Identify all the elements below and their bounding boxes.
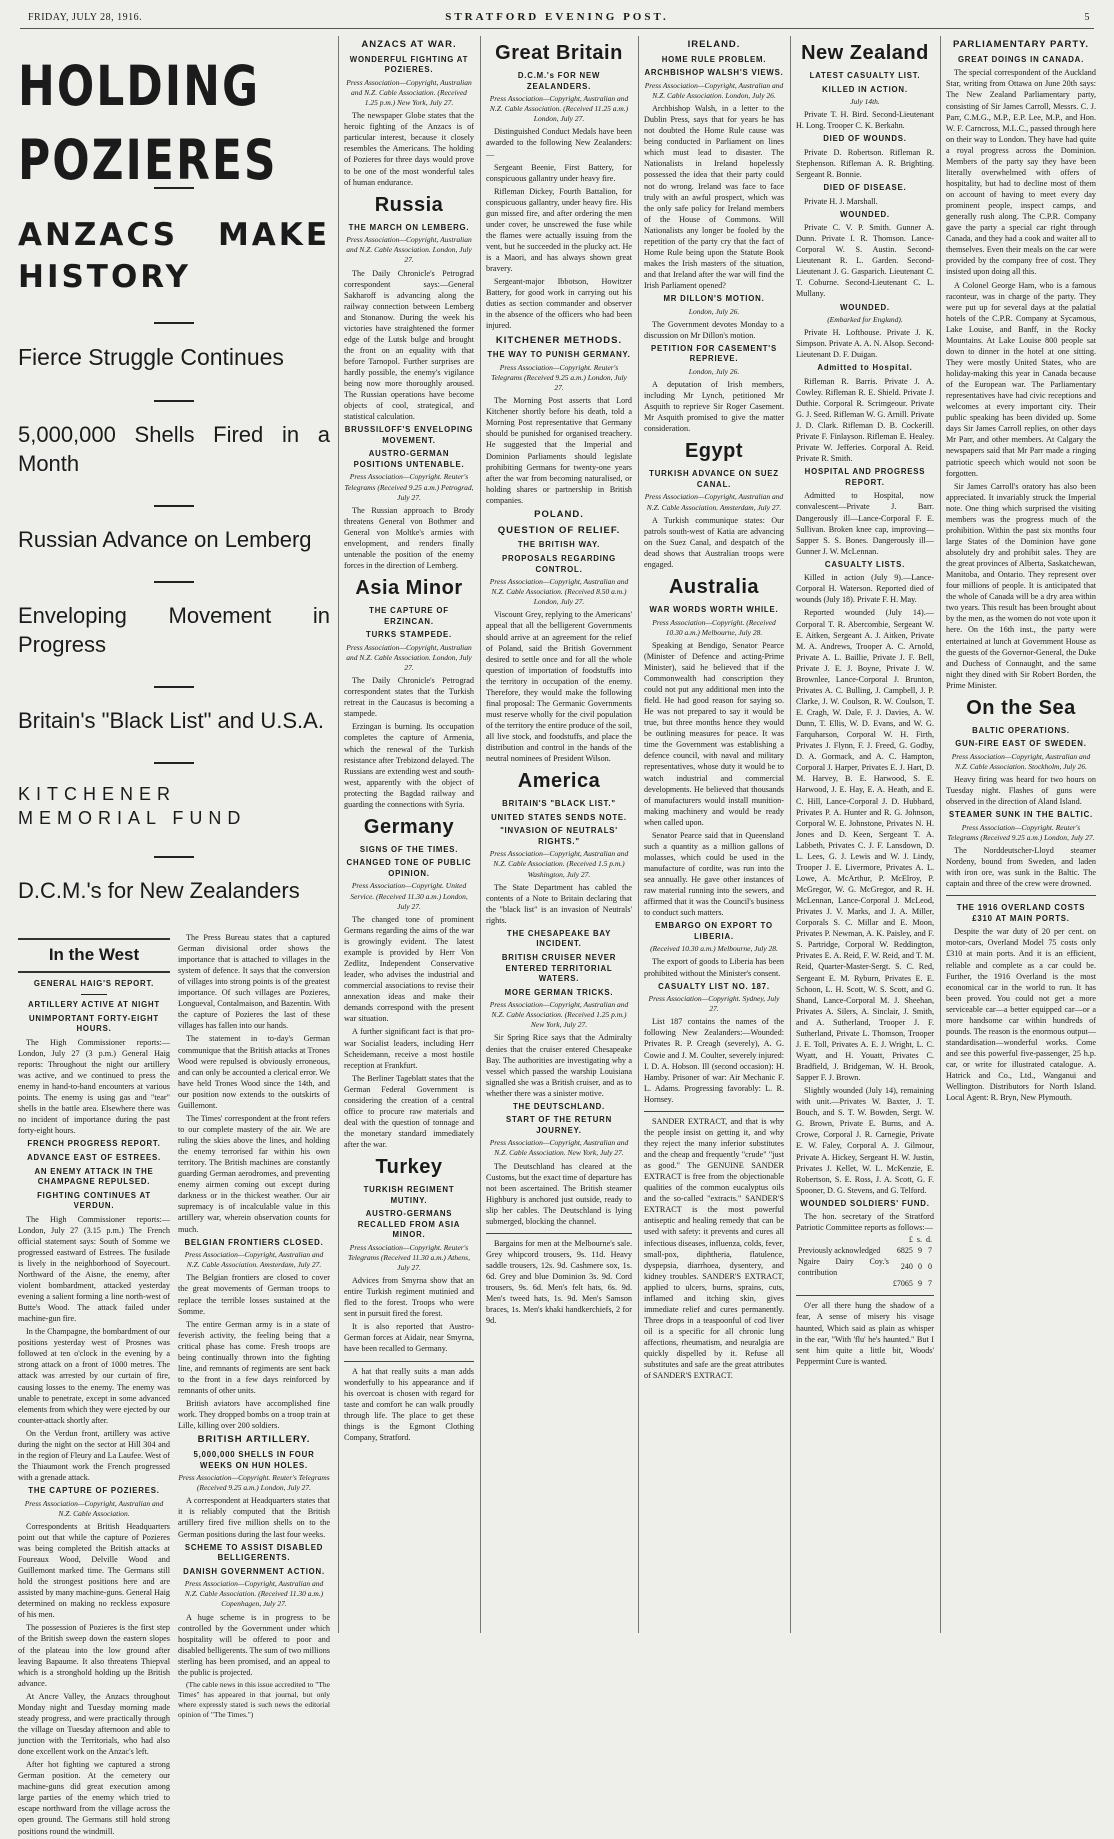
poland-lead: Press Association—Copyright, Australian and N.Z. Cable Association. (Received 8.50 a.m.) London, July 27. <box>489 577 629 607</box>
relief-sub: QUESTION OF RELIEF. <box>497 524 621 536</box>
west-p5: Correspondents at British Headquarters point out that while the capture of Pozieres was being completed the British attacks at Foureaux Wood, Delville Wood and Guillemont marked time. The Germans still hold the strongest positions here and are assisted by many machine-guns. General Haig determined on making no reckless exposure of his men. <box>18 1521 170 1620</box>
west2-p1: The Press Bureau states that a captured German divisional order shows the importance that is attached to villages in the system of defence. It says that the conversion of villages into strong points is of the greatest importance. Of such villages are Pozieres, Longueval, Contalmaison, and Bazentin. With the capture of Pozieres the last of these villages has fallen into our hands. <box>178 932 330 1031</box>
ireland-lead: Press Association—Copyright, Australian and N.Z. Cable Association. London, July 26. <box>644 80 784 100</box>
america-heading: America <box>517 770 601 793</box>
admitted-list: Rifleman R. Barris. Private J. A. Cowley. Rifleman R. E. Shield. Private J. Duthie. Corporal R. Scrimgeour. Private G. J. Seed. Rifleman W. G. Arnill. Private J. D. Clark. Rifleman D. B. Cockerill. Private F. Finlayson. Rifleman E. Healey. Private W. Jefferies. Corporal A. Reid. Private R. Smith. <box>796 376 934 464</box>
austro-german-lead: Press Association—Copyright. Reuter's Telegrams (Received 9.25 a.m.) Petrograd, July 27. <box>344 472 474 502</box>
turkey-heading: Turkey <box>375 1156 443 1179</box>
russia-lead: Press Association—Copyright, Australian and N.Z. Cable Association. London, July 27. <box>346 235 472 265</box>
casualty-p10: Slightly wounded (July 14), remaining with unit.—Privates W. Baxter, J. T. Bouch, and S. T. W. Bowden, Sergt. W. G. Brown, Private E. Burns, and A. Crowe, Corporal J. R. Carnegie, Private E. W. Faley, Corporal A. J. Gilmour, Private A. Hickey, Sergeant H. W. Justin, Privates J. Kellet, W. L. McKenzie, E. Robertson, S. E. Ross, J. A. Scott, G. F. Spooner, D. G. Stevens, and G. Telford. <box>796 1086 934 1195</box>
wounded-list: Private C. V. P. Smith. Gunner A. Dunn. Private I. R. Thomson. Lance-Corporal W. S. Austin. Second-Lieutenant R. L. Garden. Second-Lieutenant J. G. Gasparich. Lieutenant C. T. Coburne. Second-Lieutenant C. L. Mullany. <box>796 223 934 299</box>
casualty-187-lead: Press Association—Copyright. Sydney, July 27. <box>648 994 780 1014</box>
front-column <box>18 36 330 1836</box>
turkey-p11: It is also reported that Austro-German forces at Aidair, near Smyrna, have been recalled to Germany. <box>344 1322 474 1354</box>
casualty-p8: Killed in action (July 9).—Lance-Corporal H. Waterson. Reported died of wounds (July 18). Private F. H. May. <box>796 573 934 605</box>
danish-heading: SCHEME TO ASSIST DISABLED BELLIGERENTS. <box>184 1542 324 1563</box>
killed-lead: July 14th. <box>850 97 880 107</box>
mutiny-sub: TURKISH REGIMENT MUTINY. <box>363 1185 455 1205</box>
signs-sub: SIGNS OF THE TIMES. <box>359 844 459 854</box>
melbourne-ad-text: Bargains for men at the Melbourne's sale. Grey whipcord trousers, 9s. 11d. Heavy saddle trousers, 12s. 9d. Cashmere sox, 1s. 6d. Grey and blue Dominion 3s. 9d. Cord trousers, 9s. 6d. Men's felt hats, 6s. 9d. Men's tweed hats, 1s. 9d. Men's Samson braces, 1s. Men's khaki handkerchiefs, 2 for 9d. <box>486 1238 632 1326</box>
column-new-zealand <box>796 36 934 1635</box>
overland-heading: THE 1916 OVERLAND COSTS £310 AT MAIN PORTS. <box>956 903 1086 923</box>
dillon-lead: London, July 26. <box>688 306 740 316</box>
table-row <box>796 1279 934 1290</box>
war-words-sub: WAR WORDS WORTH WHILE. <box>649 604 779 614</box>
ireland-p1: Archbishop Walsh, in a letter to the Dublin Press, says that for years he has not doubted the Home Rule cause was being conducted in Parliament on lines which must lead to disaster. The Nationalists in Ireland hopelessly possessed the idea that their party could not do wrong. Ireland was face to face truly with an awful prospect, which was the only safe policy for Ireland members of the House of Commons. Will Nationalists any longer be fooled by the repetition of the party cry that the fact of Home Rule being upon the Statute Book makes the Irish masters of the situation, and that Ireland after the war will find the Irish Parliament opened? <box>644 104 784 291</box>
west-sub1: GENERAL HAIG'S REPORT. <box>33 978 155 988</box>
overland-advert <box>946 895 1096 1103</box>
neutrals-sub: "INVASION OF NEUTRALS' RIGHTS." <box>500 826 618 846</box>
egypt-lead: Press Association—Copyright, Australian and N.Z. Cable Association. Amsterdam, July 27. <box>644 492 784 512</box>
turkey-lead: Press Association—Copyright. Reuter's Telegrams (Received 11.30 a.m.) Athens, July 27. <box>348 1242 470 1272</box>
opinion-sub: CHANGED TONE OF PUBLIC OPINION. <box>346 858 472 878</box>
on-the-sea-heading: On the Sea <box>966 696 1076 719</box>
died-wounds-sub: DIED OF WOUNDS. <box>823 134 907 144</box>
cruiser-sub: BRITISH CRUISER NEVER ENTERED TERRITORIAL WATERS. <box>501 953 617 984</box>
deutschland-lead: Press Association—Copyright, Australian and N.Z. Cable Association. New York, July 27. <box>489 1138 629 1158</box>
wounded2-lead: (Embarked for England). <box>827 315 903 325</box>
headline-3: Russian Advance on Lemberg <box>18 526 312 552</box>
danish-sub: DANISH GOVERNMENT ACTION. <box>183 1566 325 1576</box>
gb-p3: Rifleman Dickey, Fourth Battalion, for conspicuous gallantry, under heavy fire. His gun missed fire, and after ordering the men under cover, he unscrewed the fuse while the flames were actually issuing from the vent, but he succeeded in the plucky act. He is a Maori, and has always shown great bravery. <box>486 186 632 274</box>
germany-lead: Press Association—Copyright. United Service. (Received 11.30 a.m.) London, July 27. <box>350 881 468 911</box>
australia-p6: Senator Pearce said that in Queensland such a quantity as a million gallons of molasses, which could be used in the manufacture of cordite, was run into the sea annually. He gave other instances of raw material running into the sewers, and affirmed that it was the Council's business to conduct such matters. <box>644 830 784 918</box>
asia-minor-lead: Press Association—Copyright, Australian and N.Z. Cable Association. London, July 27. <box>346 642 472 673</box>
chesapeake-lead: Press Association—Copyright, Australian and N.Z. Cable Association. (Received 1.25 p.m.) New York, July 27. <box>489 1000 629 1030</box>
paper-title: STRATFORD EVENING POST. <box>445 11 669 23</box>
egmont-advert <box>344 1361 474 1443</box>
russia-p2: The Daily Chronicle's Petrograd correspondent says:—General Sakharoff is advancing along the railway connection between Lemberg and Stonanow. During the week his victories have straightened the former edge of the Lutsk bulge and brought the front on an equality with that before Tarnopol. Further surprises are hardly possible, the enemy's vigilance being now more thoroughly aroused. The Russian operations have become objects of cool, strategical, and statistical calculation. <box>344 268 474 422</box>
dillon-sub: MR DILLON'S MOTION. <box>663 294 765 304</box>
gb-p5: The Morning Post asserts that Lord Kitchener shortly before his death, told a Morning Post representative that Germany should be punished for organised treachery. He suggested that the Imperial and Dominion Parliaments should legislate prohibiting Germans for twenty-one years after the war from becoming naturalised, or holding shares or partnership in British companies. <box>486 396 632 505</box>
tricks-sub: MORE GERMAN TRICKS. <box>504 987 614 997</box>
west2-p5: The entire German army is in a state of feverish activity, the feeling being that a critical phase has come. Fresh troops are being continually thrown into the fighting line, and remnants of regiments are sent back to the front in a few days reinforced by remnants of other units. <box>178 1319 330 1395</box>
germany-heading: Germany <box>363 815 455 838</box>
parl-p3: Sir James Carroll's oratory has also been appreciated. It invariably struck the Imperial note. One thing which surprised the visiting members was the progress much of the prohibition. Within the past six months four large States of the Dominion have gone absolutely dry and prohibit sales. They are the great provinces of Alberta, Saskatchewan, Manitoba, and Ontario. They represent over four millions of people. It is anticipated that the whole of Canada will be a dry area within two years. This result has been brought about by the men, as the women do not vote upon it here. On the 16th inst., the party were entertained at lunch at Government House as the guests of the Governor-General, the Duke and Duchess of Connaught, and the same night they dined with Sir Robert Borden, the Prime Minister. <box>946 481 1096 690</box>
died-disease-list: Private H. J. Marshall. <box>804 196 878 206</box>
gb-p1: Distinguished Conduct Medals have been awarded to the following New Zealanders:— <box>486 127 632 159</box>
died-wounds-list: Private D. Robertson. Rifleman R. Stephenson. Rifleman A. R. Brighting. Sergeant R. Bonnie. <box>796 147 934 179</box>
west-p8: After hot fighting we captured a strong German position. At the cemetery our machine-guns did great execution among large parties of the enemy which tried to escape northward from the village across the open ground. The Germans still hold strong positions round the windmill. <box>18 1760 170 1836</box>
british-way-sub: THE BRITISH WAY. <box>517 540 601 550</box>
admitted-sub: Admitted to Hospital. <box>817 363 913 373</box>
column-anzacs-russia <box>344 36 474 1635</box>
gb-p8: Sir Spring Rice says that the Admiralty denies that the cruiser entered Chesapeake Bay. The authorities are investigating why a vessel which passed the warship Louisiana signalled she was a British cruiser, and as to whether there was a sinister motive. <box>486 1033 632 1098</box>
page-number: 5 <box>1084 12 1090 23</box>
egmont-ad-text: A hat that really suits a man adds wonderfully to his appearance and if his overcoat is chosen with regard for taste and comfort he can walk proudly through life. The place to get these things is the Egmont Clothing Company, Stratford. <box>344 1366 474 1442</box>
fund-row-label: Ngaire Dairy Coy.'s contribution <box>798 1257 889 1277</box>
gb-lead: Press Association—Copyright, Australian and N.Z. Cable Association. (Received 11.25 a.m.) London, July 27. <box>489 94 629 124</box>
parliamentary-heading: PARLIAMENTARY PARTY. <box>952 39 1090 50</box>
liberia-lead: (Received 10.30 a.m.) Melbourne, July 28. <box>650 944 778 954</box>
casualty-187-p8: List 187 contains the names of the following New Zealanders:—Wounded: Privates R. P. Creagh (severely), A. G. Cowie and J. M. Coulter, severely injured: I. D. A. Hobson. Ill (second occasion): H. Hamby. Prisoner of war: Air Mechanic F. L. Adams. Progressing favorably: L. R. Hornsey. <box>644 1017 784 1104</box>
hospital-p7: Admitted to Hospital, now convalescent—Private J. Barr. Dangerously ill—Lance-Corporal F. E. Sullivan. Broken knee cap, improving—Sapper S. S. Bones. Dangerously ill—Gunner J. W. McLennan. <box>796 491 934 556</box>
west2-p3: The Times' correspondent at the front refers to our complete mastery of the air. We are ruling the skies above the lines, and holding the enemy terrorised far within his own territory. The British machines are constantly guarding German aerodromes, and preventing enemy airmen coming out except during darkness or in the thickest weather. Our air supremacy is of incalculable value in this artillery war, wherein observation counts for much. <box>178 1113 330 1234</box>
west-sub4: FRENCH PROGRESS REPORT. <box>27 1139 161 1149</box>
egypt-heading: Egypt <box>684 440 744 463</box>
column-ireland <box>644 36 784 1635</box>
west-p7: At Ancre Valley, the Anzacs throughout Monday night and Tuesday morning made steady progress, and were practically through the village on Tuesday afternoon and able to junction with the Territorials, who had also done excellent work on the Anzac's left. <box>18 1691 170 1757</box>
fund-row-pence: 0 <box>928 1262 932 1272</box>
killed-sub: KILLED IN ACTION. <box>822 84 908 94</box>
wounded2-sub: WOUNDED. <box>840 302 890 312</box>
turkey-p10: Advices from Smyrna show that an entire Turkish regiment mutinied and fled to the forest. Troops who were sent in pursuit fired the forest. <box>344 1276 474 1319</box>
turks-stampede-sub: TURKS STAMPEDE. <box>366 630 452 640</box>
melbourne-advert <box>486 1233 632 1327</box>
sea-p4: Heavy firing was heard for two hours on Tuesday night. Flashes of guns were observed in the direction of Aland Island. <box>946 775 1096 807</box>
liberia-sub: EMBARGO ON EXPORT TO LIBERIA. <box>655 921 773 941</box>
fund-row-shillings: 9 <box>918 1278 922 1288</box>
issue-date: FRIDAY, JULY 28, 1916. <box>28 12 143 23</box>
west2-p7: A correspondent at Headquarters states that it is reliably computed that the British artillery fired five million shells on to the German positions during the last four weeks. <box>178 1496 330 1539</box>
headline-7: D.C.M.'s for New Zealanders <box>18 878 300 904</box>
column-parliamentary <box>946 36 1096 1635</box>
sea-p5: The Norddeutscher-Lloyd steamer Nordeny, bound from Sweden, and laden with iron ore, was sunk in the Baltic. The captain and three of the crew were drowned. <box>946 846 1096 889</box>
latest-casualty-sub: LATEST CASUALTY LIST. <box>809 71 921 80</box>
asia-p6: Erzingan is burning. Its occupation completes the capture of Armenia, which the renewal of the Turkish resistance after Trebizond delayed. The Russians are extending west and south-west, apparently with the object of protecting the Bagdad railway and guarding the connections with Syria. <box>344 722 474 809</box>
fund-header-row <box>796 1235 934 1246</box>
australia-heading: Australia <box>668 575 760 598</box>
fund-row-pence: 7 <box>928 1246 932 1256</box>
poland-heading: POLAND. <box>534 508 584 520</box>
anzacs-p1: The newspaper Globe states that the heroic fighting of the Anzacs is of particular interest, because it closely resembles the Americans. The holding of Pozieres for three days would prove to be one of the most wonderful tales of human endurance. <box>344 111 474 187</box>
russia-p4: The Russian approach to Brody threatens General von Bothmer and General von Moltke's armies with envelopment, and renders finally untenable the position of the enemy forces in the direction of Lemberg. <box>344 505 474 571</box>
steamer-lead: Press Association—Copyright. Reuter's Telegrams (Received 9.25 a.m.) London, July 27. <box>947 822 1095 842</box>
asia-minor-heading: Asia Minor <box>355 577 463 600</box>
recalled-sub: AUSTRO-GERMANS RECALLED FROM ASIA MINOR. <box>357 1209 461 1240</box>
canada-sub: GREAT DOINGS IN CANADA. <box>957 54 1085 64</box>
austro-german-heading: AUSTRO-GERMAN POSITIONS UNTENABLE. <box>353 449 465 469</box>
fund-row-shillings: 9 <box>918 1246 922 1256</box>
west2-p2: The statement in to-day's German communique that the British attacks at Trones Wood were repulsed is obviously erroneous, and can only be accounted a clerical error. We have held Trones Wood since the 14th, and our position now extends to the outskirts of Guillemont. <box>178 1034 330 1110</box>
overland-ad-text: Despite the war duty of 20 per cent. on motor-cars, Overland Model 75 costs only £310 at main ports. And it is an efficient, reliable and complete as a car could be. Further, the 1916 Overland is the most economical car in the world to run. It has been proved. You could not get a more serviceable car—a better equipped car—or a more handsome car within hundreds of pounds. The reason is the enormous output—standardisation—wonderful works. Come and see this powerful five-passenger, 25 h.p. car, or write for illustrated catalogue. A. Hatrick and Co., Ltd., Wanganui and Wellington. Distributors for North Island. Local Agent: R. Bryn, New Plymouth. <box>946 927 1096 1103</box>
fund-p11: The hon. secretary of the Stratford Patriotic Committee reports as follows:— <box>796 1212 934 1233</box>
return-sub: START OF THE RETURN JOURNEY. <box>505 1115 612 1135</box>
ireland-p2: The Government devotes Monday to a discussion on Mr Dillon's motion. <box>644 319 784 340</box>
fund-table <box>796 1235 934 1289</box>
control-sub: PROPOSALS REGARDING CONTROL. <box>502 554 616 574</box>
headline-holding-pozieres: HOLDING POZIERES <box>18 55 278 193</box>
west-sub8: THE CAPTURE OF POZIERES. <box>28 1486 160 1496</box>
headline-anzacs: ANZACS MAKE HISTORY <box>18 216 330 295</box>
asia-p5: The Daily Chronicle's Petrograd correspondent states that the Turkish retreat in the Caucasus is becoming a stampede. <box>344 676 474 719</box>
danish-lead: Press Association—Copyright, Australian and N.Z. Cable Association. (Received 11.30 a.m.) Copenhagen, July 27. <box>184 1579 324 1609</box>
artillery-lead: Press Association—Copyright. Reuter's Telegrams (Received 9.25 a.m.) London, July 27. <box>178 1473 330 1493</box>
table-row <box>796 1246 934 1257</box>
west-sub7: FIGHTING CONTINUES AT VERDUN. <box>37 1190 151 1211</box>
belgian-heading: BELGIAN FRONTIERS CLOSED. <box>184 1237 324 1247</box>
new-zealand-heading: New Zealand <box>801 42 929 64</box>
headline-1: Fierce Struggle Continues <box>18 344 284 371</box>
germany-p8: A further significant fact is that pro-war Socialist leaders, including Herr Scheidemann, receive a most hostile reception at Frankfurt. <box>344 1027 474 1070</box>
times-note: (The cable news in this issue accredited to "The Times" has appeared in that journal, but only where expressly stated is such news the editorial opinion of "The Times.") <box>178 1679 330 1720</box>
hospital-sub: HOSPITAL AND PROGRESS REPORT. <box>804 467 926 487</box>
home-rule-sub: HOME RULE PROBLEM. <box>661 54 767 64</box>
chesapeake-sub: THE CHESAPEAKE BAY INCIDENT. <box>506 928 612 949</box>
australia-p5: Speaking at Bendigo, Senator Pearce (Minister of Defence and acting-Prime Minister), said he believed that if the Commonwealth had conscription they could not put any additional men into the field. He had good reason for saying so. He was not prepared to say it would be true, but three months hence they would be outlining measures for peace. It was time the Government was establishing a defence council, with naval and military representatives, whose duty it would be to watch industrial and commercial developments. He believed that thousands of manufacturers would install munition-making machinery and would be ready when called upon. <box>644 640 784 827</box>
fund-col-pence: d. <box>926 1235 932 1245</box>
gb-p7: The State Department has cabled the contents of a Note to Britain declaring that the "black list" is an invasion of Neutrals' rights. <box>486 882 632 925</box>
great-britain-heading: Great Britain <box>495 42 623 64</box>
parl-p1: The special correspondent of the Auckland Star, writing from Ottawa on June 20th says: The New Zealand Parliamentary party, consisting of Sir James Carroll, Messrs. C. J. Parr, C.M.G., M.P., E.P. Lee, M.P., and Hon. W. F. Carncross, M.L.C., passed through here on their way to London. They have had quite a royal progress across the Dominion. Members of the party say they have been literally overwhelmed with offers of hospitality, but had to decline most of them on account of having to meet every day prominent people, inspect camps, and generally rush along. The C.P.R. Company gave the party a special car right through Canada, and they had a cook and waiter all to themselves. Even their meals on the car were provided by the company free of cost. They insisted upon doing all this. <box>946 68 1096 277</box>
casement-sub: PETITION FOR CASEMENT'S REPRIEVE. <box>651 343 777 364</box>
in-the-west-heading: In the West <box>18 938 170 973</box>
deutschland-sub: THE DEUTSCHLAND. <box>512 1101 606 1111</box>
belgian-lead: Press Association—Copyright, Australian and N.Z. Cable Association. Amsterdam, July 27. <box>184 1250 324 1270</box>
west-p1: The High Commissioner reports:— London, July 27 (3 p.m.) General Haig reports: Throughout the night our artillery was active, and we continued to press the enemy in hand-to-hand encounters at various points. The enemy is using gas and "tear" shells in the battle area. Elsewhere there was no incident of importance during the past forty-eight hours. <box>18 1037 170 1136</box>
erzincan-sub: THE CAPTURE OF ERZINCAN. <box>369 606 449 626</box>
west-sub6: AN ENEMY ATTACK IN THE CHAMPAGNE REPULSED. <box>34 1166 154 1187</box>
west2-p6: British aviators have accomplished fine work. They dropped bombs on a troop train at Lille, killing over 200 soldiers. <box>178 1399 330 1431</box>
dcm-sub: D.C.M.'s FOR NEW ZEALANDERS. <box>517 71 601 91</box>
black-list-sub: BRITAIN'S "BLACK LIST." <box>502 799 616 809</box>
ireland-p3: A deputation of Irish members, including Mr Lynch, petitioned Mr Asquith to reprieve Sir Roger Casement. Mr Asquith promised to give the matter consideration. <box>644 380 784 434</box>
steamer-sub: STEAMER SUNK IN THE BALTIC. <box>948 810 1094 820</box>
killed-list: Private T. H. Bird. Second-Lieutenant H. Long. Trooper C. K. Berkahn. <box>796 110 934 131</box>
casement-lead: London, July 26. <box>688 366 740 376</box>
germany-p9: The Berliner Tageblatt states that the German Federal Government is considering the creation of a central office to procure raw materials and deal with the question of tonnage and the monetary standard immediately after the war. <box>344 1073 474 1150</box>
parl-p2: A Colonel George Ham, who is a famous raconteur, was in charge of the party. They were put up for several days at the palatial hotels of the C.P.R. Company at Sycamous, Lake Louise, and Banff, in the Rocky Mountains. At Lake Louise 800 people sat down to dinner in the hotel at one sitting. They were mostly United States, who are holiday-making this year in Canada because of the European war. The Parliamentary representatives have had civic receptions and welcomes at every important city. Their public speaking has been divided up. Some days Sir James Carroll replies, on other days Mr Parr, and other members. At Calgary the newspapers said that Mr Parr made a ringing patriotic speech which would not soon be forgotten. <box>946 280 1096 478</box>
west-lead8: Press Association—Copyright, Australian and N.Z. Cable Association. <box>24 1498 164 1518</box>
casualty-187-sub: CASUALTY LIST NO. 187. <box>658 981 770 991</box>
gb-p9: The Deutschland has cleared at the Customs, but the exact time of departure has not been ascertained. The British steamer Highbury is anchored just outside, ready to slip her cables. The Deutschland is lying submerged, blocking the channel. <box>486 1161 632 1226</box>
gb-p6: Viscount Grey, replying to the Americans' appeal that all the belligerent Governments should arrive at an agreement for the relief of Poland, said the British Government desired to settle once and for all the whole question of importation of foodstuffs into the territory in occupation of the enemy. Therefore, they would make the following final proposal: The Germanic Governments must reserve wholly for the civil population of the territory the entire produce of the soil, all live stock, and foodstuffs, and place the distribution and control in the hands of the neutral nominees of President Wilson. <box>486 610 632 764</box>
ireland-heading: IRELAND. <box>687 39 741 50</box>
baltic-lead: Press Association—Copyright, Australian and N.Z. Cable Association. Stockholm, July 26. <box>951 751 1091 771</box>
sander-ad-text: SANDER EXTRACT, and that is why the people insist on getting it, and why they reject the many inferior substitutes and the cheap and frequently "crude" "just as good." The GENUINE SANDER EXTRACT is free from the objectionable qualities of the common eucalyptus oils and the so-called "extracts." SANDER'S EXTRACT is the most powerful antiseptic and healing remedy that can be used with safety: it prevents and cures all infectious diseases, influenza, colds, fever, small-pox, diphtheria, flatulence, dyspepsia, diarrhoea, dysentery, and kidney troubles. SANDER'S EXTRACT, applied to ulcers, burns, sprains, cuts, inflamed and itching skin, gives immediate relief and cures permanently. Three drops in a teaspoonful of cod liver oil is a specific for all chronic lung affections, rheumatism, and neuralgia are quickly dispelled by it. Refuse all substitutes and safe are the great attributes of SANDER'S EXTRACT. <box>644 1116 784 1381</box>
masthead <box>20 8 1094 29</box>
in-the-west-section <box>18 932 330 1839</box>
kitchener-heading: KITCHENER METHODS. <box>495 334 623 346</box>
gb-p4: Sergeant-major Ibbotson, Howitzer Battery, for good work in carrying out his duties as section commander and observer in the absence of the officers who had been injured. <box>486 277 632 331</box>
wounded2-list: Private H. Lofthouse. Private J. K. Simpson. Private A. A. N. Alsop. Second-Lieutenant D. F. Duigan. <box>796 328 934 360</box>
egypt-p4: A Turkish communique states: Our patrols south-west of Katia are advancing on the Suez Canal, and despatch of the dead shows that Australian troops were engaged. <box>644 515 784 569</box>
casualty-p9: Reported wounded (July 14).—Corporal T. R. Abercombie, Sergeant W. E. Aitken, Sergeant A. J. Aitken, Private M. A. Andrews, Trooper A. C. Arnold, Private A. L. Baillie, Private J. F. Bell, Private J. E. J. Boyne, Private J. W. Brownlee, Lance-Corporal J. Brunton, Privates A. C. Bulling, J. Campbell, J. P. Clarke, J. W. Coulson, R. W. Coulson, T. E. Cragh, W. Dale, F. J. Davies, A. W. Dunn, T. Ellis, W. D. Evans, and W. G. Farquharson, Corporal W. H. Firth, Privates J. Flynn, F. J. Freed, G. Godby, D. A. Gormack, and A. C. Hampton, Corporal J. Harper, Privates E. J. Hart, D. M. Harvey, B. E. Harwood, S. E. Harwood, J. E. Hay, E. A. Heath, and E. C. Hill, Lance-Corporal J. D. Hubbard, Privates P. A. Hunter and R. G. Johnson, Corporal W. E. Johnstone, Privates N. H. Jones and D. Keen, Sergeant T. A. Labbeth, Privates C. J. F. Lansdown, D. L. Lees, G. J. Lewis and W. J. Lindy, Trooper J. E. Livermore, Privates A. L. Lowe, A. McArthur, P. McElroy, P. McGregor, W. G. McGregor, and R. H. McLennan, Lance-Corporal J. McLeod, Privates J. V. Marks, and J. A. Miller, Corporals S. C. Millar and E. Moon, Privates P. Newman, A. K. Paisley, and F. S. Partridge, Corporal W. Reddington, Privates E. A. Reid, F. W. Reid, and T. M. Reid, Quarter-Master-Sergt. S. C. Red, Sergeant E. M. Ryburn, Privates E. E. Schoon, L. H. Scott, W. S. Scott, and G. Shand, Lance-Corporal M. J. Sheehan, Privates A. Silers, A. Sinclair, J. Smith, and A. Sutherland, Trooper J. F. Sutherland, Private L. Thomson, Trooper J. E. Toll, Privates A. E. J. Wright, L. C. Wyatt, and H. Youatt, Privates C. Bradfield, J. Bridgeman, W. H. Brook, Sapper F. J. Brown. <box>796 608 934 1083</box>
artillery-heading: BRITISH ARTILLERY. <box>197 1434 311 1446</box>
table-row <box>796 1257 934 1279</box>
west-sub2: ARTILLERY ACTIVE AT NIGHT <box>28 1000 160 1010</box>
headline-4: Enveloping Movement in Progress <box>18 602 330 658</box>
kitchener-lead: Press Association—Copyright. Reuter's Telegrams (Received 9.25 a.m.) London, July 27. <box>491 362 627 393</box>
suez-sub: TURKISH ADVANCE ON SUEZ CANAL. <box>649 469 779 489</box>
fund-col-pounds: £ <box>908 1235 913 1245</box>
woods-ad-text: O'er all there hung the shadow of a fear, A sense of misery his visage haunted, Which said as plain as whisper in the ear, "With 'flu' he's haunted." But I sent him quite a little bit, Woods' Peppermint Cure is wanted. <box>796 1301 934 1366</box>
died-disease-sub: DIED OF DISEASE. <box>823 182 907 192</box>
russia-sub: THE MARCH ON LEMBERG. <box>348 222 470 232</box>
headline-2: 5,000,000 Shells Fired in a Month <box>18 421 330 477</box>
fund-row-pounds: 240 <box>900 1262 913 1272</box>
woods-advert <box>796 1295 934 1366</box>
liberia-p7: The export of goods to Liberia has been prohibited without the Minister's consent. <box>644 957 784 978</box>
fund-row-pounds: £7065 <box>892 1278 913 1288</box>
west-p3: In the Champagne, the bombardment of our positions yesterday west of Prosnes was followed at ten o'clock in the evening by a strong attack on a front of 1000 metres. The attack was arrested by our curtain of fire, causing losses to the enemy. The enemy was unable to penetrate, except in some advanced elements from which they were ejected by our counter-attack shortly after. <box>18 1327 170 1425</box>
australia-lead: Press Association—Copyright. (Received 10.30 a.m.) Melbourne, July 28. <box>652 617 776 637</box>
germany-p7: The changed tone of prominent Germans regarding the aims of the war is growingly evident. The latest example is provided by Herr Von Zedlitz, Independent Conservative leader, who advises the industrial and commercial associations to revise their annexation ideas and make their demands correspond with the present war situation. <box>344 914 474 1024</box>
west-p6: The possession of Pozieres is the first step of the British sweep down the eastern slopes of the plateau into the low ground after leaving Bapaume. It also threatens Thiepval which is a stronghold holding up the British advance. <box>18 1623 170 1688</box>
walsh-sub: ARCHBISHOP WALSH'S VIEWS. <box>644 68 784 78</box>
gb-p2: Sergeant Beenie, First Battery, for conspicuous gallantry under heavy fire. <box>486 162 632 183</box>
headline-6: KITCHENER MEMORIAL FUND <box>18 783 247 828</box>
fund-row-label: Previously acknowledged <box>798 1246 881 1256</box>
gunfire-sub: GUN-FIRE EAST OF SWEDEN. <box>955 739 1087 749</box>
us-note-sub: UNITED STATES SENDS NOTE. <box>491 812 627 822</box>
fund-sub: WOUNDED SOLDIERS' FUND. <box>800 1198 930 1208</box>
kitchener-sub: THE WAY TO PUNISH GERMANY. <box>487 350 631 360</box>
russia-heading: Russia <box>374 193 444 216</box>
fund-row-pounds: 6825 <box>896 1246 913 1256</box>
fund-row-shillings: 0 <box>918 1262 922 1272</box>
headline-5: Britain's "Black List" and U.S.A. <box>18 707 324 733</box>
west-p4: On the Verdun front, artillery was active during the night on the sector at Hill 304 and in the region of Fleury and La Laufee. West of the Thiaumont work the French progressed with a grenade attack. <box>18 1428 170 1483</box>
west-p2: The High Commissioner reports:— London, July 27 (3.15 p.m.) The French official statement says: South of Somme we progressed eastward of Estrees. The fusilade is lively in the neighborhood of Soyecourt. Northward of the Aisne, the enemy, after violent bombardment, attacked yesterday evening a salient forming a line north-west of Butte's Wood. The attack failed under machine-gun fire. <box>18 1214 170 1324</box>
sander-advert <box>644 1111 784 1382</box>
anzacs-lead: Press Association—Copyright, Australian and N.Z. Cable Association. (Received 1.25 p.m.) New York, July 27. <box>346 77 472 108</box>
artillery-sub: 5,000,000 SHELLS IN FOUR WEEKS ON HUN HOLES. <box>193 1450 315 1470</box>
fund-col-shillings: s. <box>916 1235 922 1245</box>
wounded-sub: WOUNDED. <box>840 209 890 219</box>
west-sub5: ADVANCE EAST OF ESTREES. <box>27 1153 161 1162</box>
anzacs-sub: WONDERFUL FIGHTING AT POZIERES. <box>349 54 469 75</box>
column-great-britain <box>486 36 632 1635</box>
west2-p4: The Belgian frontiers are closed to cover the great movements of German troops to replace the terrible losses sustained at the Somme. <box>178 1273 330 1316</box>
brussiloff-heading: BRUSSILOFF'S ENVELOPING MOVEMENT. <box>344 425 474 445</box>
fund-row-label <box>796 1279 891 1290</box>
fund-row-pence: 7 <box>928 1278 932 1288</box>
casualty-lists-sub: CASUALTY LISTS. <box>824 559 906 569</box>
baltic-sub: BALTIC OPERATIONS. <box>972 725 1070 735</box>
anzacs-heading: ANZACS AT WAR. <box>361 39 457 50</box>
west2-p8: A huge scheme is in progress to be controlled by the Government under which hospitality will be offered to poor and disabled belligerents. The sum of two millions sterling has been promised, and an appeal to the public is projected. <box>178 1612 330 1677</box>
america-lead: Press Association—Copyright, Australian and N.Z. Cable Association. (Received 1.5 p.m.) Washington, July 27. <box>489 849 629 879</box>
west-sub3: UNIMPORTANT FORTY-EIGHT HOURS. <box>28 1013 159 1034</box>
